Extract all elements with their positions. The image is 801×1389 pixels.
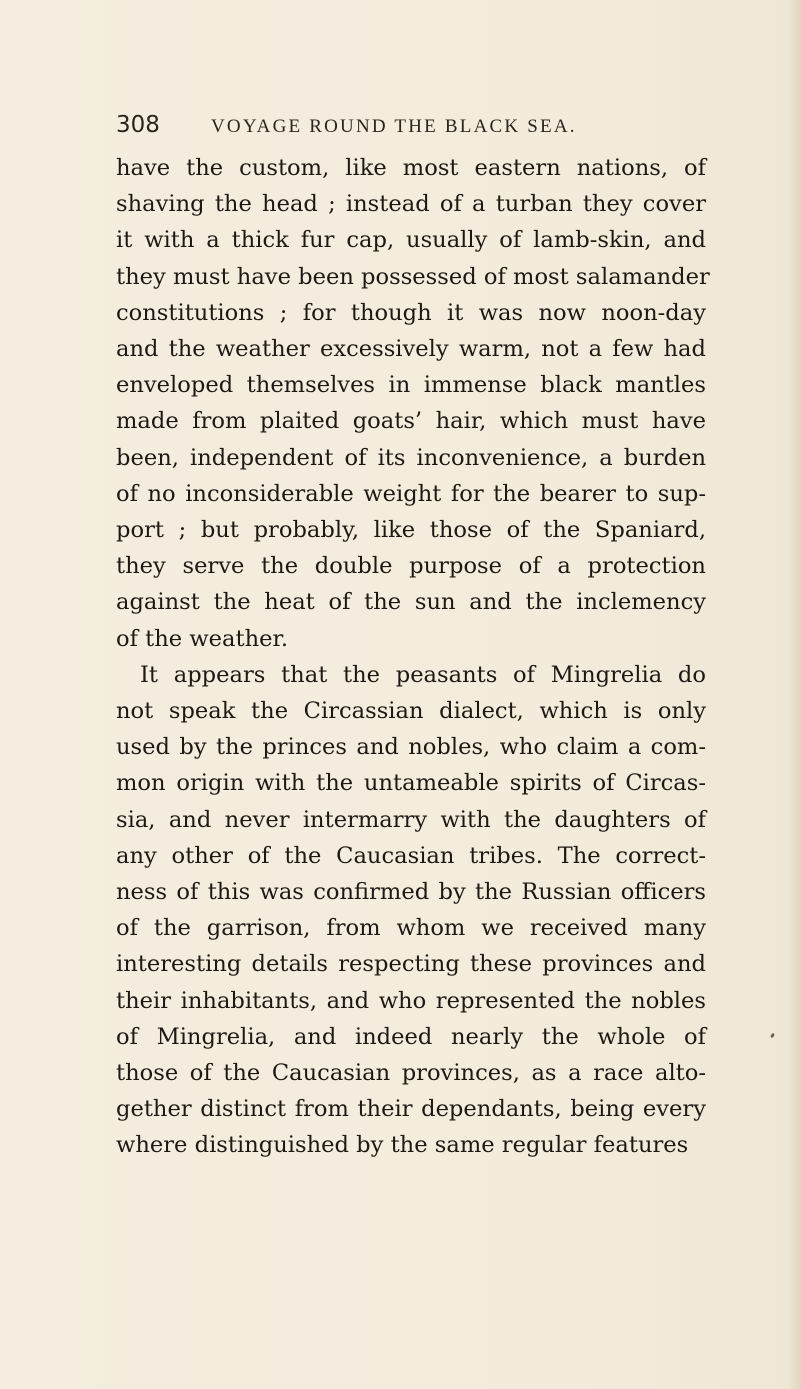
page-number: 308 <box>116 112 160 138</box>
text-line: shaving the head ; instead of a turban they cover <box>116 191 706 218</box>
text-line: their inhabitants, and who represented the nobles <box>116 987 706 1014</box>
body-text <box>116 150 710 1370</box>
text-line: gether distinct from their dependants, being every <box>116 1096 706 1123</box>
text-line: mon origin with the untameable spirits of Circas- <box>116 770 706 797</box>
text-line: used by the princes and nobles, who claim a com- <box>116 734 706 761</box>
text-line: they must have been possessed of most salamander <box>116 263 710 290</box>
text-line: port ; but probably, like those of the Spaniard, <box>116 517 706 544</box>
text-line: where distinguished by the same regular features <box>116 1132 689 1159</box>
text-line: of the garrison, from whom we received many <box>116 915 706 942</box>
text-line: those of the Caucasian provinces, as a race alto- <box>116 1060 706 1087</box>
text-line: any other of the Caucasian tribes. The correct- <box>116 842 706 869</box>
text-line: it with a thick fur cap, usually of lamb-skin, and <box>116 227 706 254</box>
text-line: against the heat of the sun and the inclemency <box>116 589 706 616</box>
paragraph-start-line: It appears that the peasants of Mingrelia do <box>140 661 706 688</box>
running-title: VOYAGE ROUND THE BLACK SEA. <box>211 116 577 137</box>
text-line: made from plaited goats’ hair, which must have <box>116 408 706 435</box>
text-line: enveloped themselves in immense black mantles <box>116 372 706 399</box>
text-line: ness of this was confirmed by the Russian officers <box>116 879 706 906</box>
text-line: they serve the double purpose of a protection <box>116 553 706 580</box>
page-edge-shadow <box>787 0 801 1389</box>
text-line: of the weather. <box>116 625 289 652</box>
text-line: sia, and never intermarry with the daughters of <box>116 806 706 833</box>
paper-speck <box>770 1033 775 1039</box>
text-line: of Mingrelia, and indeed nearly the whole of <box>116 1023 706 1050</box>
text-line: have the custom, like most eastern nations, of <box>116 155 706 181</box>
text-line: not speak the Circassian dialect, which is only <box>116 698 706 725</box>
text-line: of no inconsiderable weight for the bearer to sup- <box>116 480 706 507</box>
text-line: interesting details respecting these provinces and <box>116 951 706 978</box>
text-line: been, independent of its inconvenience, a burden <box>116 444 706 471</box>
text-line: constitutions ; for though it was now noon-day <box>116 299 706 326</box>
text-line: and the weather excessively warm, not a few had <box>116 336 706 363</box>
